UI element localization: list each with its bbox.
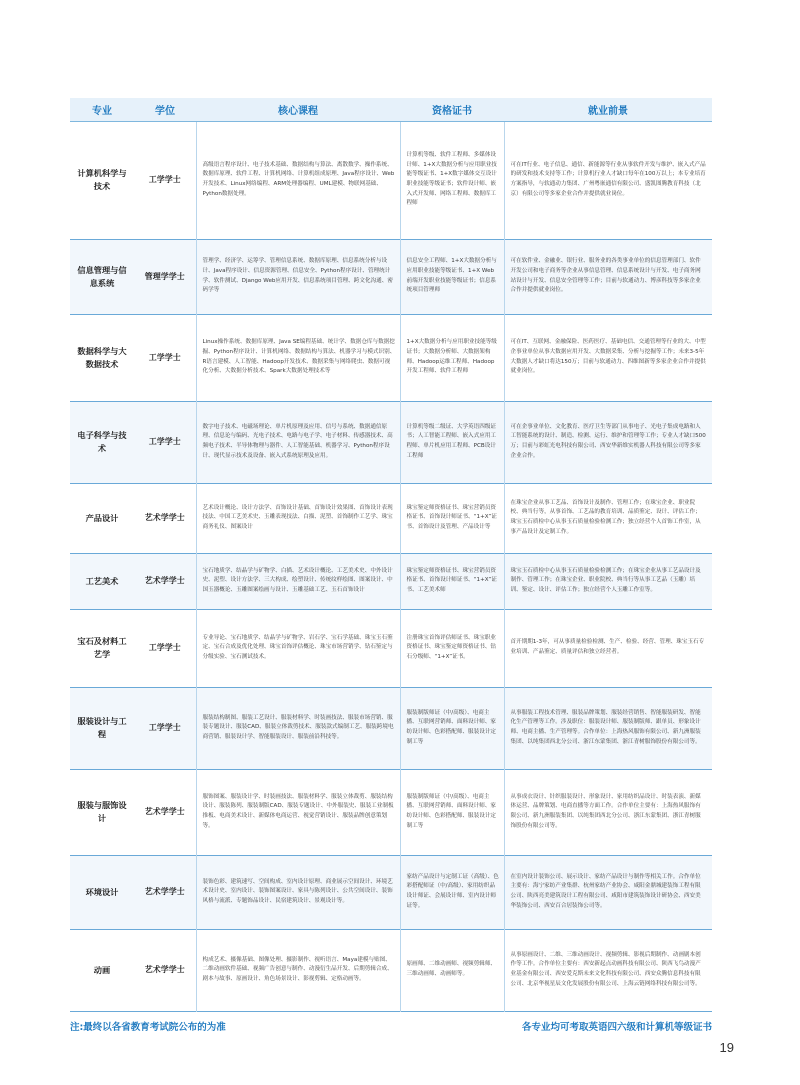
core-courses: 服装结构制图、服装工艺设计、服装材料学、时装画技法、服装市场营销、服装专题设计、服装CAD、服装立体裁剪技术、服装款式编制工艺、服装跨境电商营销、服装设计学、智能服装设计、服装前沿科技等。 (196, 687, 400, 769)
degree: 管理学学士 (134, 239, 196, 314)
certificates: 1+X大数据分析与应用职业技能等级证书；大数据分析师、大数据架构师、Hadoop运维工程师、Hadoop开发工程师、软件工程师 (400, 314, 504, 401)
degree: 工学学士 (134, 401, 196, 483)
table-row (70, 483, 712, 553)
major-name: 宝石及材料工艺学 (70, 609, 134, 687)
certificates: 服装制版师证（中/高级）、电商主播、互联网营销师、面料设计师、家纺设计师、色彩搭配师、服装设计定制工等 (400, 769, 504, 855)
career-prospects: 可在IT行业、电子信息、通信、新能源等行业从事软件开发与维护、嵌入式产品的研发和技术支持等工作；计算机行业人才缺口每年在100万以上；本专业培育方案指导，与软通动力集团、广州粤嵌通信有限公司、盛凯图腾教育科技（北京）有限公司等多家企业合作并提供就业岗位。 (504, 121, 712, 239)
career-prospects: 首开期期1-3年，可从事质量检验检测、生产、检验、经营、管理、珠宝玉石专业培训、产品鉴定、质量评估和独立经营者。 (504, 609, 712, 687)
certificates: 原画师、二维动画师、视频剪辑师、三维动画师、动画师等。 (400, 929, 504, 1011)
certificates: 家纺产品设计与定制工证（高级）、色彩搭配师证（中/高级）、家用纺织品设计师证、会展设计师、室内设计师证等。 (400, 855, 504, 929)
major-name: 计算机科学与技术 (70, 121, 134, 239)
header-degree: 学位 (134, 98, 196, 121)
table-row (70, 929, 712, 1011)
table-row (70, 769, 712, 855)
core-courses: Linux操作系统、数据库原理、Java SE编程基础、统计学、数据仓库与数据挖掘、Python程序设计、计算机网络、数据结构与算法、机器学习与模式识别、R语言建模、人工智能、Hadoop开发技术、数据采集与网络爬虫、数据可视化分析、大数据分析技术、Spark大数据处理技术等 (196, 314, 400, 401)
major-name: 电子科学与技术 (70, 401, 134, 483)
career-prospects: 从事成衣设计、针织服装设计、形象设计、家用纺织品设计、时装表演、新媒体运营、品牌策划、电商直播等方面工作。合作单位主要有：上海热风服饰有限公司、新九洲服装集团、以纯集团西北分公司、浙江东蒙集团、浙江青树服饰股份有限公司等。 (504, 769, 712, 855)
degree: 工学学士 (134, 314, 196, 401)
career-prospects: 可在IT、互联网、金融保险、医药医疗、基础电信、交通管理等行业的大、中型企事业单位从事大数据应用开发、大数据采集、分析与挖掘等工作；未来3-5年大数据人才缺口将达150万；目前与软通动力、四维图新等多家企业合作并提供就业岗位。 (504, 314, 712, 401)
certificates: 服装制版师证（中/高级）、电商主播、互联网营销师、面料设计师、家纺设计师、色彩搭配师、服装设计定制工等 (400, 687, 504, 769)
degree: 工学学士 (134, 687, 196, 769)
career-prospects: 从事服装工程技术管理、服装品牌策划、服装经营销售、智能服装研发、智能化生产管理等工作。涉及职位：服装设计师、服装制版师、跟单员、形象设计师、电商主播、生产管理等。合作单位：上海热风服饰有限公司、新九洲服装集团、以纯集团西北分公司、浙江东蒙集团、浙江青树服饰股份有限公司等。 (504, 687, 712, 769)
major-name: 动画 (70, 929, 134, 1011)
certificates: 信息安全工程师、1+X大数据分析与应用职业技能等级证书、1+X Web前端开发职业技能等级证书；信息系统项目管理师 (400, 239, 504, 314)
career-prospects: 在珠宝企业从事工艺品、首饰设计及制作、管理工作；在珠宝企业、职业院校、典当行等，从事首饰、工艺品的教育培训、品质鉴定、设计、评估工作；珠宝玉石质检中心从事玉石质量检验检测工作；独立经营个人首饰工作室，从事产品设计及定制工作。 (504, 483, 712, 553)
core-courses: 高级语言程序设计、电子技术基础、数据结构与算法、离散数学、操作系统、数据库原理、软件工程、计算机网络、计算机组成原理、Java程序设计、Web开发技术、Linux网络编程、ARM处理器编程、UML建模、物联网基础、Python数据处理。 (196, 121, 400, 239)
degree: 艺术学学士 (134, 855, 196, 929)
header-certificates: 资格证书 (400, 98, 504, 121)
major-name: 数据科学与大数据技术 (70, 314, 134, 401)
major-name: 工艺美术 (70, 553, 134, 609)
page-number: 19 (719, 1040, 734, 1055)
major-name: 服装设计与工程 (70, 687, 134, 769)
degree: 艺术学学士 (134, 483, 196, 553)
certificates: 注册珠宝首饰评估师证书、珠宝职业资格证书、珠宝鉴定师资格证书、钻石分级师、“1+X”证书。 (400, 609, 504, 687)
table-row (70, 609, 712, 687)
career-prospects: 从事原画设计、二维、三维动画设计、视频剪辑、影视后期制作、动画剧本创作等工作。合作单位主要有：西安新起点动画科技有限公司、陕西飞鸟动漫产业基金有限公司、西安爱克斯未来文化科技有限公司、西安众腾信息科技有限公司、北京华视星辰文化发展股份有限公司、上海云链网络科技有限公司等。 (504, 929, 712, 1011)
table-row (70, 239, 712, 314)
table-header-row (70, 98, 712, 121)
header-major: 专业 (70, 98, 134, 121)
certificates: 珠宝鉴定师资格证书、珠宝营销员资格证书、首饰设计师证书、“1+X”证书、首饰设计及管理、产品设计等 (400, 483, 504, 553)
career-prospects: 可在企事业单位、文化教育、医疗卫生等部门从事电子、光电子集成电路和人工智能系统的设计、制造、检测、运行、维护和管理等工作；专业人才缺口500万；目前与彩虹光电科技有限公司、西安华新维实机器人科技有限公司等多家企业合作。 (504, 401, 712, 483)
core-courses: 数字电子技术、电磁场理论、单片机原理及应用、信号与系统、数据通信原理、信息论与编码、光电子技术、电路与电子学、电子材料、传感器技术、高频电子技术、半导体物理与器件、人工智能基础、机器学习、Python程序设计、现代显示技术及设备、嵌入式系统原理及应用。 (196, 401, 400, 483)
degree: 艺术学学士 (134, 769, 196, 855)
table-row (70, 314, 712, 401)
table-row (70, 553, 712, 609)
header-prospects: 就业前景 (504, 98, 712, 121)
major-name: 服装与服饰设计 (70, 769, 134, 855)
degree: 艺术学学士 (134, 553, 196, 609)
table-row (70, 855, 712, 929)
career-prospects: 可在软件业、金融业、银行业、服务业的各类事业单位的信息管理部门、软件开发公司和电子商务等企业从事信息管理、信息系统设计与开发、电子商务网站设计与开发、信息安全管理等工作；目前与软通动力、博彦科技等多家企业合作并提供就业岗位。 (504, 239, 712, 314)
footer-note: 注:最终以各省教育考试院公布的为准 (70, 1022, 226, 1033)
degree: 艺术学学士 (134, 929, 196, 1011)
major-name: 产品设计 (70, 483, 134, 553)
core-courses: 管理学、经济学、运筹学、管理信息系统、数据库原理、信息系统分析与设计、Java程序设计、信息资源管理、信息安全、Python程序设计、管理统计学、软件测试、Django Web应用开发、信息系统项目管理、跨文化沟通、密码学等 (196, 239, 400, 314)
certificates: 计算机等级、软件工程师、多媒体设计师、1+X大数据分析与应用职业技能等级证书、1+X数字媒体交互设计职业技能等级证书；软件设计师、嵌入式开发师、网络工程师、数据库工程师 (400, 121, 504, 239)
footer-requirement: 各专业均可考取英语四六级和计算机等级证书 (521, 1022, 712, 1033)
core-courses: 服饰图案、服装设计学、时装画技法、服装材料学、服装立体裁剪、服装结构设计、服装陈列、服装制版CAD、服装专题设计、中外服装史、服装工业制板推板、电商美术设计、新媒体电商运营、视觉营销设计、服装品牌创意策划等。 (196, 769, 400, 855)
career-prospects: 珠宝玉石质检中心从事玉石质量检验检测工作；在珠宝企业从事工艺品设计及制作、管理工作；在珠宝企业、职业院校、典当行等从事工艺品（玉雕）培训、鉴定、设计、评估工作；独立经营个人玉雕工作室等。 (504, 553, 712, 609)
certificates: 珠宝鉴定师资格证书、珠宝营销员资格证书、首饰设计师证书、“1+X”证书、工艺美术师 (400, 553, 504, 609)
table-row (70, 687, 712, 769)
certificates: 计算机等级二级证、大学英语四级证书；人工智能工程师、嵌入式应用工程师、单片机应用工程师、PCB设计工程师 (400, 401, 504, 483)
header-courses: 核心课程 (196, 98, 400, 121)
table-row (70, 121, 712, 239)
major-name: 信息管理与信息系统 (70, 239, 134, 314)
core-courses: 宝石地质学、结晶学与矿物学、白描、艺术设计概论、工艺美术史、中外设计史、泥塑、设计方法学、三大构成、绘塑设计、传统纹样绘图、图案设计、中国玉器概论、玉雕图案绘画与设计、玉雕基础工艺、玉石首饰设计 (196, 553, 400, 609)
core-courses: 构成艺术、摄像基础、图像处理、摄影制作、视听语言、Maya建模与贴图、二维动画软件基础、视频广告创意与制作、动漫衍生品开发、后期剪辑合成、剧本与故事、原画设计、角色场景设计、影视剪辑、定格动画等。 (196, 929, 400, 1011)
core-courses: 专业导论、宝石地质学、结晶学与矿物学、岩石学、宝石学基础、珠宝玉石鉴定、宝石合成及优化处理、珠宝首饰评估概论、珠宝市场营销学、钻石鉴定与分级实验、宝石测试技术。 (196, 609, 400, 687)
major-name: 环境设计 (70, 855, 134, 929)
degree: 工学学士 (134, 609, 196, 687)
core-courses: 艺术设计概论、设计方法学、首饰设计基础、首饰设计效果图、首饰设计表现技法、中国工艺美术史、玉雕表现技法、白描、泥塑、首饰制作工艺学、珠宝商务礼仪、图案设计 (196, 483, 400, 553)
core-courses: 装饰色彩、建筑速写、空间构成、室内设计原理、商业展示空间设计、环境艺术设计史、室内设计、装饰图案设计、家具与陈列设计、公共空间设计、装饰风格与流派、专题饰品设计、民宿建筑设计、景观设计等。 (196, 855, 400, 929)
degree: 工学学士 (134, 121, 196, 239)
majors-table (70, 98, 712, 1012)
table-row (70, 401, 712, 483)
career-prospects: 在室内设计装饰公司、展示设计、家纺产品设计与制作等相关工作。合作单位主要有：海宁家纺产业集群、杭州家纺产业协会、咸阳金鼎城建装饰工程有限公司、陕西亮美建筑设计工程有限公司、咸阳市建筑装饰设计研协会、西安美华装饰公司、西安百合居装饰公司等。 (504, 855, 712, 929)
majors-table-container (70, 98, 712, 1012)
